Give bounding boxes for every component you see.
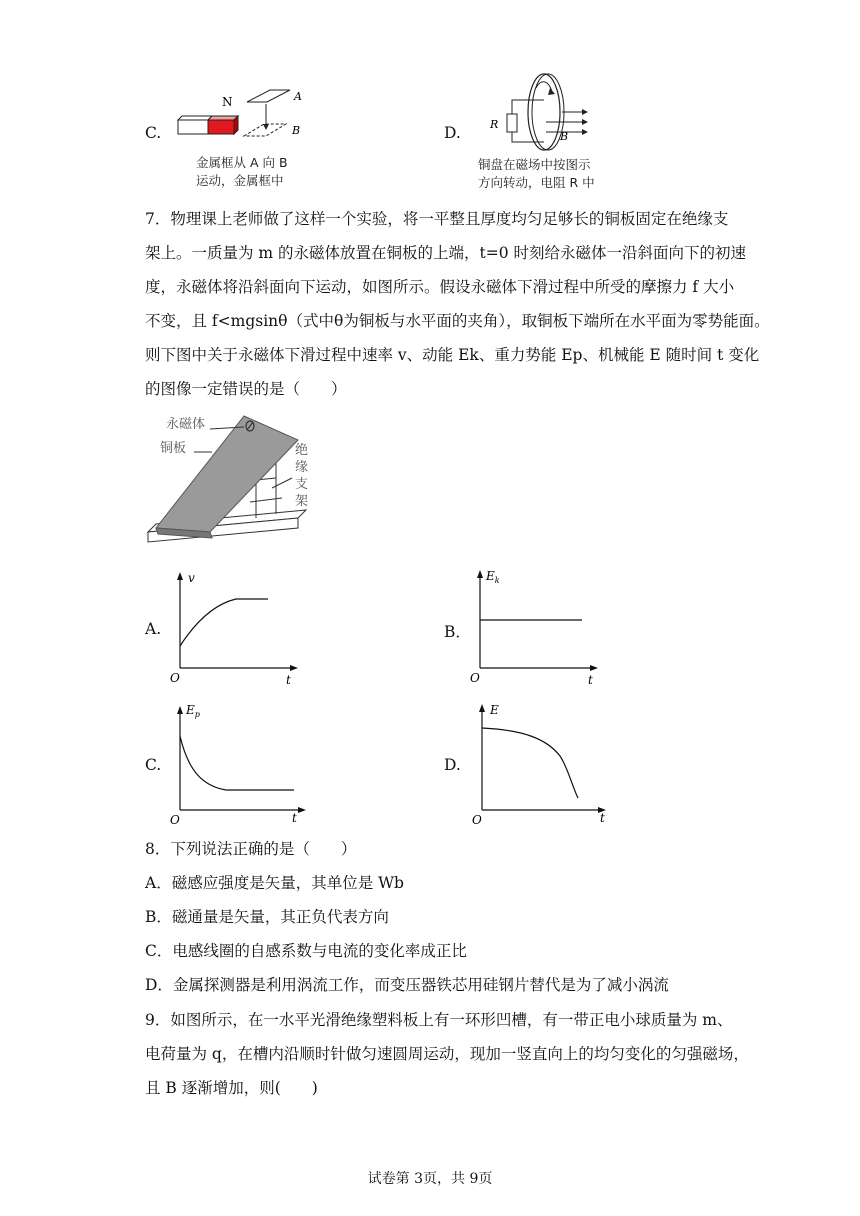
q7-line: 不变，且 f<mgsinθ（式中θ为铜板与水平面的夹角），取铜板下端所在水平面为零势能面。 <box>145 312 770 330</box>
graph-c-origin: O <box>170 813 180 824</box>
graph-b-x-label: t <box>588 673 593 687</box>
point-b-label: B <box>292 124 301 137</box>
stand-label: 绝 缘 支 架 <box>295 443 309 509</box>
magnet-red-half <box>208 120 234 134</box>
disk-caption-line1: 铜盘在磁场中按图示 <box>478 157 591 172</box>
graph-d-letter: D. <box>444 756 461 774</box>
mechanical-energy-curve <box>482 728 578 798</box>
magnet-label: 永磁体 <box>166 417 206 432</box>
resistor-label: R <box>490 118 499 131</box>
plate-label: 铜板 <box>160 441 187 456</box>
graph-d-origin: O <box>472 813 482 824</box>
graph-b <box>466 562 606 688</box>
q7-line: 7．物理课上老师做了这样一个实验，将一平整且厚度均匀足够长的铜板固定在绝缘支 <box>145 210 729 228</box>
graph-a-x-label: t <box>286 673 291 687</box>
q8-option-c: C．电感线圈的自感系数与电流的变化率成正比 <box>145 942 467 960</box>
q8-option-d: D．金属探测器是利用涡流工作，而变压器铁芯用硅钢片替代是为了减小涡流 <box>145 976 669 994</box>
magnet-caption-line1: 金属框从 A 向 B <box>196 155 288 170</box>
q7-line: 的图像一定错误的是（ ） <box>145 380 347 398</box>
graph-d-y-label: E <box>490 703 499 717</box>
q7-line: 则下图中关于永磁体下滑过程中速率 v、动能 Ek、重力势能 Ep、机械能 E 随时间 t 变化 <box>145 346 760 364</box>
magnet-white-half <box>178 120 208 134</box>
potential-energy-curve <box>180 736 294 790</box>
q8-option-b: B．磁通量是矢量，其正负代表方向 <box>145 908 389 926</box>
point-a-label: A <box>294 90 302 103</box>
magnet-pole-label: N <box>222 95 233 109</box>
q8-stem: 8．下列说法正确的是（ ） <box>145 840 357 858</box>
disk-caption-line2: 方向转动，电阻 R 中 <box>478 175 595 190</box>
graph-b-y-label: E <box>486 569 495 583</box>
option-d-letter: D. <box>444 124 461 142</box>
q8-option-a: A．磁感应强度是矢量，其单位是 Wb <box>145 874 404 892</box>
graph-b-origin: O <box>470 671 480 685</box>
q7-line: 架上。一质量为 m 的永磁体放置在铜板的上端，t=0 时刻给永磁体一沿斜面向下的初速 <box>145 244 747 262</box>
copper-disk <box>528 74 560 150</box>
graph-d <box>466 698 612 824</box>
q9-line: 9．如图所示，在一水平光滑绝缘塑料板上有一环形凹槽，有一带正电小球质量为 m、 <box>145 1011 733 1029</box>
graph-c <box>166 698 306 824</box>
option-c-letter: C. <box>145 124 162 142</box>
graph-c-letter: C. <box>145 756 162 774</box>
resistor <box>507 114 517 132</box>
copper-disk-figure <box>476 70 626 194</box>
graph-a-letter: A. <box>145 620 162 638</box>
graph-c-x-label: t <box>292 811 297 824</box>
magnet-frame-figure <box>172 78 312 188</box>
velocity-curve <box>180 599 268 646</box>
svg-text:Ek: $E_k$ <box>486 569 500 585</box>
graph-b-letter: B． <box>444 623 471 641</box>
q9-stem <box>145 1003 749 1105</box>
svg-text:Ep: $E_p$ <box>186 703 200 719</box>
page-footer: 试卷第 3页，共 9页 <box>367 1171 493 1187</box>
graph-d-x-label: t <box>600 811 605 824</box>
q9-line: 且 B 逐渐增加，则( ) <box>145 1079 318 1097</box>
q7-stem <box>145 202 770 406</box>
incline-figure <box>146 410 316 555</box>
graph-c-y-label: E <box>186 703 195 717</box>
frame-a <box>247 90 290 102</box>
graph-a-origin: O <box>170 671 180 685</box>
q7-line: 度，永磁体将沿斜面向下运动，如图所示。假设永磁体下滑过程中所受的摩擦力 f 大小 <box>145 278 735 296</box>
magnet-caption-line2: 运动，金属框中 <box>196 173 284 188</box>
q9-line: 电荷量为 q，在槽内沿顺时针做匀速圆周运动，现加一竖直向上的均匀变化的匀强磁场， <box>145 1045 749 1063</box>
field-b-label: B <box>560 130 569 143</box>
graph-a <box>166 566 306 688</box>
graph-a-y-label: v <box>188 571 195 585</box>
